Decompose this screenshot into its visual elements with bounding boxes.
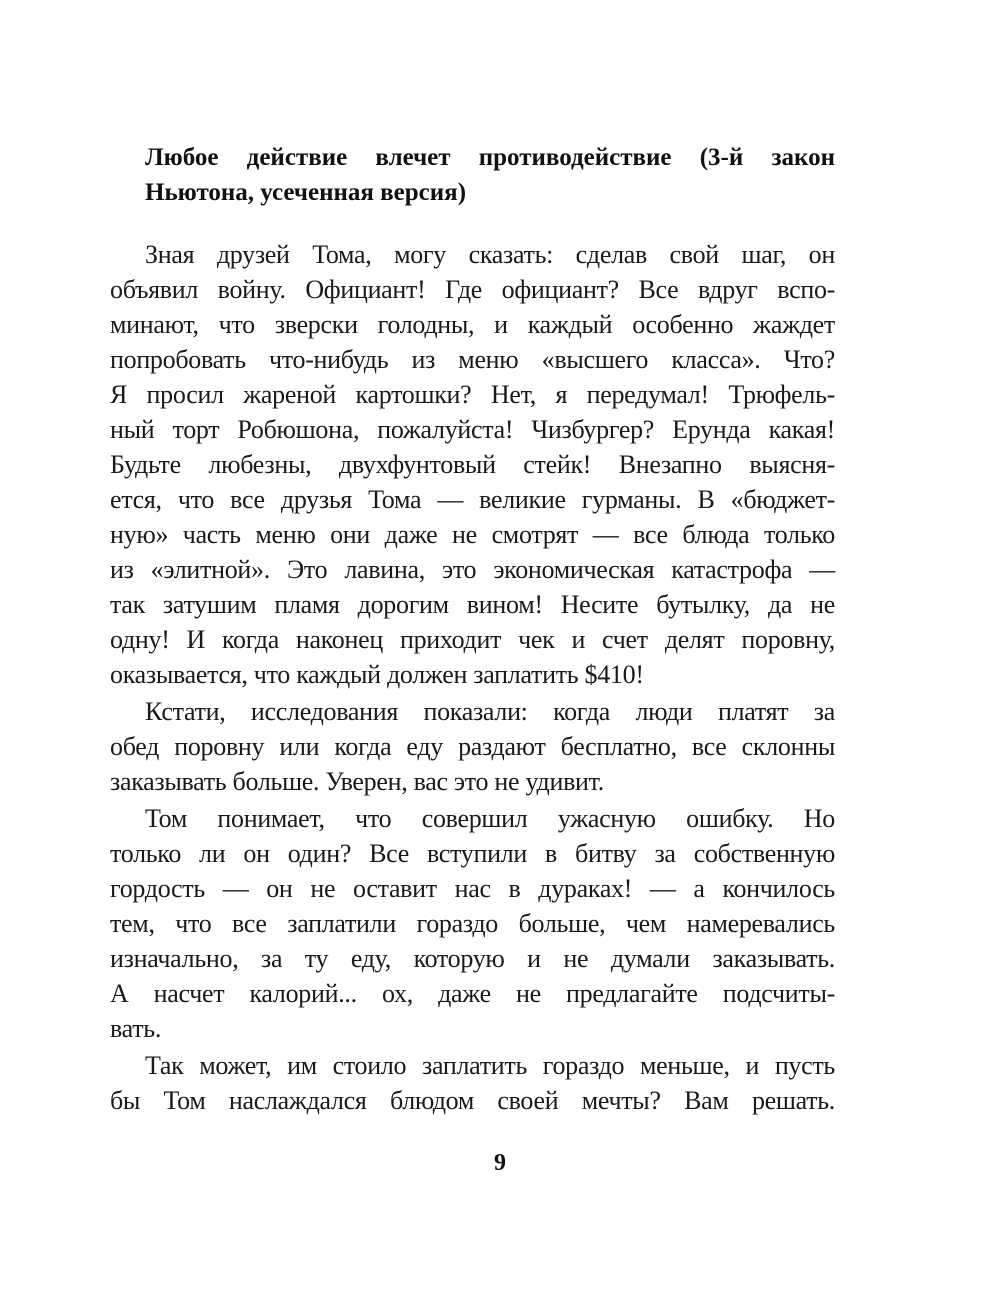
text-line: одну! И когда наконец приходит чек и счет делят поровну,	[110, 625, 835, 654]
heading-line: Любое действие влечет противодействие (3-й закон	[145, 144, 835, 171]
text-line: ную» часть меню они даже не смотрят — все блюда только	[110, 520, 835, 549]
text-line: Кстати, исследования показали: когда люди платят за	[145, 697, 835, 726]
text-line: Будьте любезны, двухфунтовый стейк! Внезапно выясня-	[110, 450, 835, 479]
text-line: Том понимает, что совершил ужасную ошибку. Но	[145, 804, 835, 833]
text-line: оказывается, что каждый должен заплатить $410!	[110, 660, 644, 689]
text-line: ется, что все друзья Тома — великие гурманы. В «бюджет-	[110, 485, 835, 514]
text-line: Так может, им стоило заплатить гораздо меньше, и пусть	[145, 1051, 835, 1080]
text-line: так затушим пламя дорогим вином! Несите бутылку, да не	[110, 590, 835, 619]
page-number: 9	[494, 1150, 506, 1176]
text-line: тем, что все заплатили гораздо больше, чем намеревались	[110, 909, 835, 938]
text-line: минают, что зверски голодны, и каждый особенно жаждет	[110, 310, 835, 339]
heading-line: Ньютона, усеченная версия)	[145, 179, 467, 206]
text-line: обед поровну или когда еду раздают бесплатно, все склонны	[110, 732, 835, 761]
text-line: Я просил жареной картошки? Нет, я передумал! Трюфель-	[110, 380, 835, 409]
text-line: попробовать что-нибудь из меню «высшего класса». Что?	[110, 345, 835, 374]
text-line: Зная друзей Тома, могу сказать: сделав свой шаг, он	[145, 240, 835, 269]
text-line: изначально, за ту еду, которую и не думали заказывать.	[110, 944, 835, 973]
text-line: гордость — он не оставит нас в дураках! — а кончилось	[110, 874, 835, 903]
text-line: ный торт Робюшона, пожалуйста! Чизбургер? Ерунда какая!	[110, 415, 835, 444]
text-line: А насчет калорий... ох, даже не предлагайте подсчиты-	[110, 979, 835, 1008]
text-line: из «элитной». Это лавина, это экономическая катастрофа —	[110, 555, 835, 584]
text-line: вать.	[110, 1014, 162, 1043]
text-line: заказывать больше. Уверен, вас это не удивит.	[110, 767, 604, 796]
text-line: бы Том наслаждался блюдом своей мечты? Вам решать.	[110, 1086, 835, 1115]
text-line: только ли он один? Все вступили в битву за собственную	[110, 839, 835, 868]
text-line: объявил войну. Официант! Где официант? Все вдруг вспо-	[110, 275, 835, 304]
